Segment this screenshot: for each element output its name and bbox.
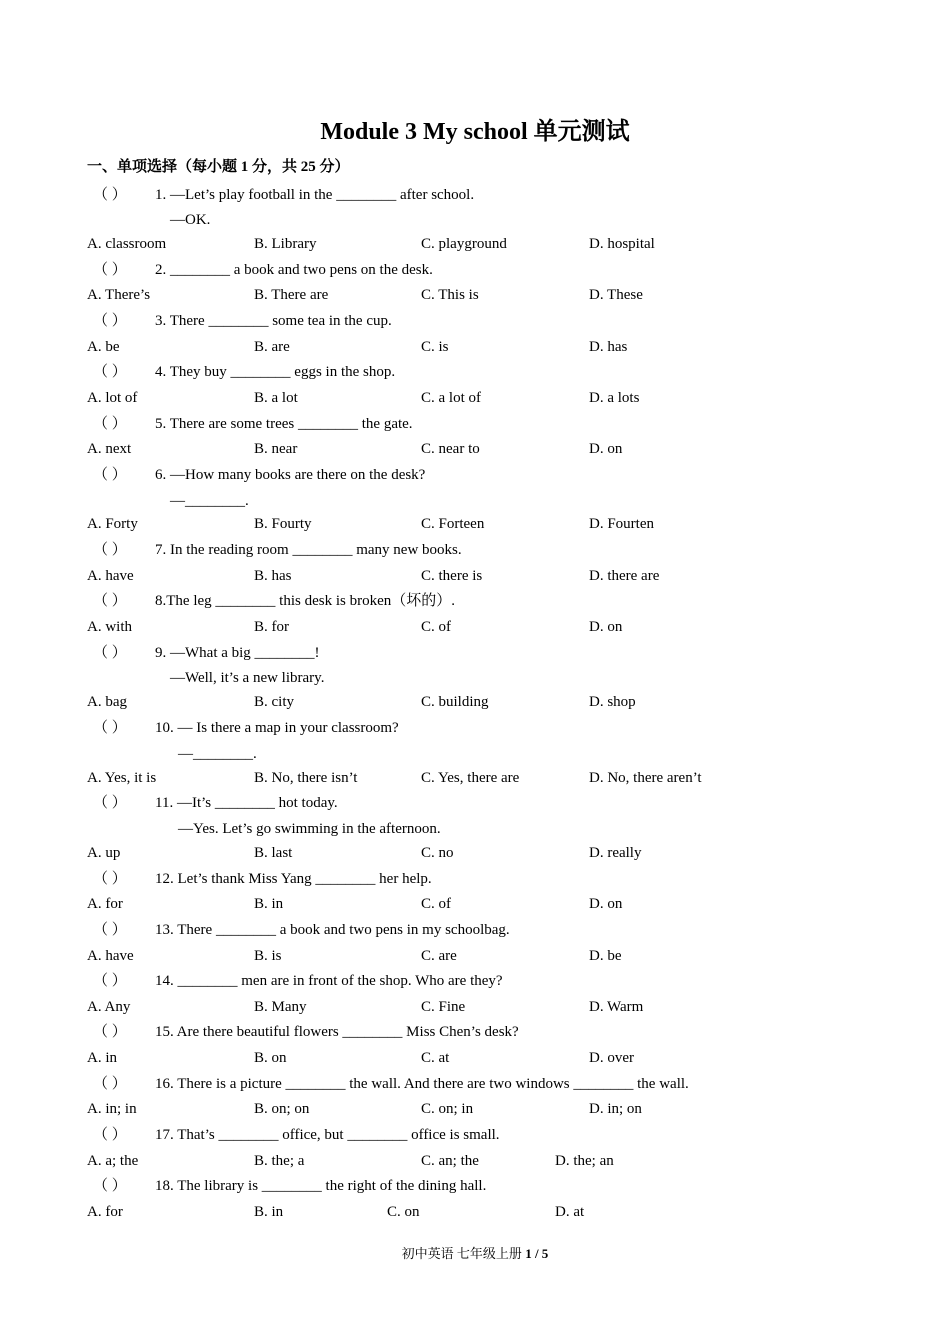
option-b[interactable]: B. near [254,441,298,457]
option-a[interactable]: A. next [87,441,132,457]
option-a[interactable]: A. Forty [87,516,138,532]
answer-blank[interactable]: （ ） [93,871,127,887]
option-b[interactable]: B. There are [254,287,329,303]
option-b[interactable]: B. last [254,845,293,861]
option-d[interactable]: D. really [589,845,642,861]
question-6 [87,464,425,486]
answer-blank[interactable]: （ ） [93,1178,127,1194]
options-row [87,387,887,409]
options-row [87,945,887,967]
question-4 [87,361,395,383]
option-a[interactable]: A. with [87,619,132,635]
section-heading: 一、单项选择（每小题 1 分，共 25 分） [87,159,350,175]
option-c[interactable]: C. no [421,845,454,861]
answer-blank[interactable]: （ ） [93,973,127,989]
question-8 [87,590,455,612]
question-stem: 13. There ________ a book and two pens in my schoolbag. [155,922,510,938]
answer-blank[interactable]: （ ） [93,467,127,483]
page-title: Module 3 My school 单元测试 [320,119,630,145]
question-stem: 15. Are there beautiful flowers ________ Miss Chen’s desk? [155,1024,519,1040]
options-row [87,1047,887,1069]
option-a[interactable]: A. There’s [87,287,151,303]
option-b[interactable]: B. on [254,1050,287,1066]
answer-blank[interactable]: （ ） [93,795,127,811]
question-stem: 1. —Let’s play football in the ________ after school. [155,187,475,203]
answer-blank[interactable]: （ ） [93,720,127,736]
option-a[interactable]: A. classroom [87,236,167,252]
question-stem: 12. Let’s thank Miss Yang ________ her help. [155,871,432,887]
answer-blank[interactable]: （ ） [93,416,127,432]
option-d[interactable]: D. in; on [589,1101,642,1117]
question-5 [87,413,413,435]
question-9 [87,642,320,664]
option-b[interactable]: B. No, there isn’t [254,770,358,786]
option-a[interactable]: A. Any [87,999,131,1015]
option-d[interactable]: D. These [589,287,643,303]
option-b[interactable]: B. are [254,339,290,355]
options-row [87,565,887,587]
option-b[interactable]: B. for [254,619,289,635]
question-stem: 11. —It’s ________ hot today. [155,795,338,811]
question-continuation: —Well, it’s a new library. [170,670,325,686]
option-a[interactable]: A. be [87,339,120,355]
option-c[interactable]: C. an; the [421,1153,479,1169]
answer-blank[interactable]: （ ） [93,542,127,558]
question-continuation: —________. [170,493,249,509]
option-b[interactable]: B. is [254,948,282,964]
option-b[interactable]: B. the; a [254,1153,305,1169]
options-row [87,691,887,713]
question-13 [87,919,510,941]
answer-blank[interactable]: （ ） [93,187,127,203]
question-12 [87,868,432,890]
option-a[interactable]: A. have [87,948,134,964]
question-16 [87,1073,689,1095]
option-a[interactable]: A. bag [87,694,127,710]
option-c[interactable]: C. Forteen [421,516,485,532]
option-c[interactable]: C. on [387,1204,420,1220]
option-c[interactable]: C. Yes, there are [421,770,520,786]
answer-blank[interactable]: （ ） [93,262,127,278]
page-footer [0,1244,950,1264]
option-c[interactable]: C. of [421,896,451,912]
option-d[interactable]: D. on [589,896,623,912]
options-row [87,996,887,1018]
question-stem: 14. ________ men are in front of the shop. Who are they? [155,973,503,989]
question-stem: 6. —How many books are there on the desk? [155,467,426,483]
option-d[interactable]: D. hospital [589,236,655,252]
option-c[interactable]: C. near to [421,441,480,457]
question-stem: 17. That’s ________ office, but ________ office is small. [155,1127,500,1143]
option-c[interactable]: C. of [421,619,451,635]
option-b[interactable]: B. Fourty [254,516,312,532]
question-18 [87,1175,486,1197]
question-stem: 7. In the reading room ________ many new books. [155,542,462,558]
options-row [87,1098,887,1120]
question-continuation: —OK. [170,212,211,228]
option-d[interactable]: D. No, there aren’t [589,770,702,786]
option-b[interactable]: B. city [254,694,294,710]
options-row [87,893,887,915]
option-b[interactable]: B. on; on [254,1101,310,1117]
options-row [87,1150,887,1172]
option-a[interactable]: A. Yes, it is [87,770,157,786]
option-d[interactable]: D. over [589,1050,634,1066]
option-c[interactable]: C. a lot of [421,390,481,406]
option-d[interactable]: D. Fourten [589,516,654,532]
footer-text: 初中英语 七年级上册 [401,1246,526,1261]
answer-blank[interactable]: （ ） [93,645,127,661]
option-c[interactable]: C. playground [421,236,507,252]
option-c[interactable]: C. at [421,1050,450,1066]
option-d[interactable]: D. on [589,619,623,635]
option-d[interactable]: D. the; an [555,1153,614,1169]
option-b[interactable]: B. in [254,1204,284,1220]
option-d[interactable]: D. Warm [589,999,644,1015]
question-stem: 2. ________ a book and two pens on the desk. [155,262,433,278]
question-stem: 10. — Is there a map in your classroom? [155,720,399,736]
page-number: 1 / 5 [525,1246,549,1261]
options-row [87,438,887,460]
option-d[interactable]: D. be [589,948,622,964]
option-a[interactable]: A. up [87,845,121,861]
question-10 [87,717,399,739]
answer-blank[interactable]: （ ） [93,364,127,380]
question-2 [87,259,433,281]
question-3 [87,310,392,332]
option-b[interactable]: B. a lot [254,390,298,406]
answer-blank[interactable]: （ ） [93,1076,127,1092]
option-d[interactable]: D. shop [589,694,636,710]
question-1 [87,184,474,206]
option-d[interactable]: D. a lots [589,390,640,406]
option-a[interactable]: A. in [87,1050,117,1066]
question-14 [87,970,503,992]
answer-blank[interactable]: （ ） [93,593,127,609]
answer-blank[interactable]: （ ） [93,1127,127,1143]
answer-blank[interactable]: （ ） [93,922,127,938]
option-c[interactable]: C. is [421,339,449,355]
question-stem: 16. There is a picture ________ the wall. And there are two windows ________ the wall. [155,1076,689,1092]
options-row [87,767,887,789]
options-row [87,284,887,306]
question-stem: 4. They buy ________ eggs in the shop. [155,364,396,380]
question-stem: 3. There ________ some tea in the cup. [155,313,392,329]
options-row [87,336,887,358]
question-stem: 5. There are some trees ________ the gate. [155,416,413,432]
option-d[interactable]: D. there are [589,568,660,584]
option-b[interactable]: B. Library [254,236,317,252]
question-11 [87,792,338,814]
option-d[interactable]: D. at [555,1204,585,1220]
option-a[interactable]: A. for [87,896,123,912]
options-row [87,616,887,638]
option-c[interactable]: C. This is [421,287,479,303]
question-stem: 9. —What a big ________! [155,645,320,661]
question-17 [87,1124,500,1146]
option-d[interactable]: D. has [589,339,628,355]
answer-blank[interactable]: （ ） [93,1024,127,1040]
options-row [87,233,887,255]
answer-blank[interactable]: （ ） [93,313,127,329]
question-continuation: —________. [178,746,257,762]
option-a[interactable]: A. lot of [87,390,138,406]
options-row [87,513,887,535]
option-c[interactable]: C. are [421,948,457,964]
question-15 [87,1021,519,1043]
option-c[interactable]: C. there is [421,568,483,584]
option-a[interactable]: A. have [87,568,134,584]
option-a[interactable]: A. in; in [87,1101,137,1117]
option-b[interactable]: B. has [254,568,292,584]
option-c[interactable]: C. on; in [421,1101,474,1117]
option-b[interactable]: B. Many [254,999,307,1015]
question-stem: 18. The library is ________ the right of the dining hall. [155,1178,487,1194]
option-a[interactable]: A. a; the [87,1153,139,1169]
option-c[interactable]: C. Fine [421,999,466,1015]
question-stem: 8.The leg ________ this desk is broken（坏的）. [155,593,455,609]
option-d[interactable]: D. on [589,441,623,457]
options-row [87,842,887,864]
option-c[interactable]: C. building [421,694,489,710]
option-b[interactable]: B. in [254,896,284,912]
options-row [87,1201,887,1223]
question-7 [87,539,462,561]
question-continuation: —Yes. Let’s go swimming in the afternoon. [178,821,441,837]
option-a[interactable]: A. for [87,1204,123,1220]
